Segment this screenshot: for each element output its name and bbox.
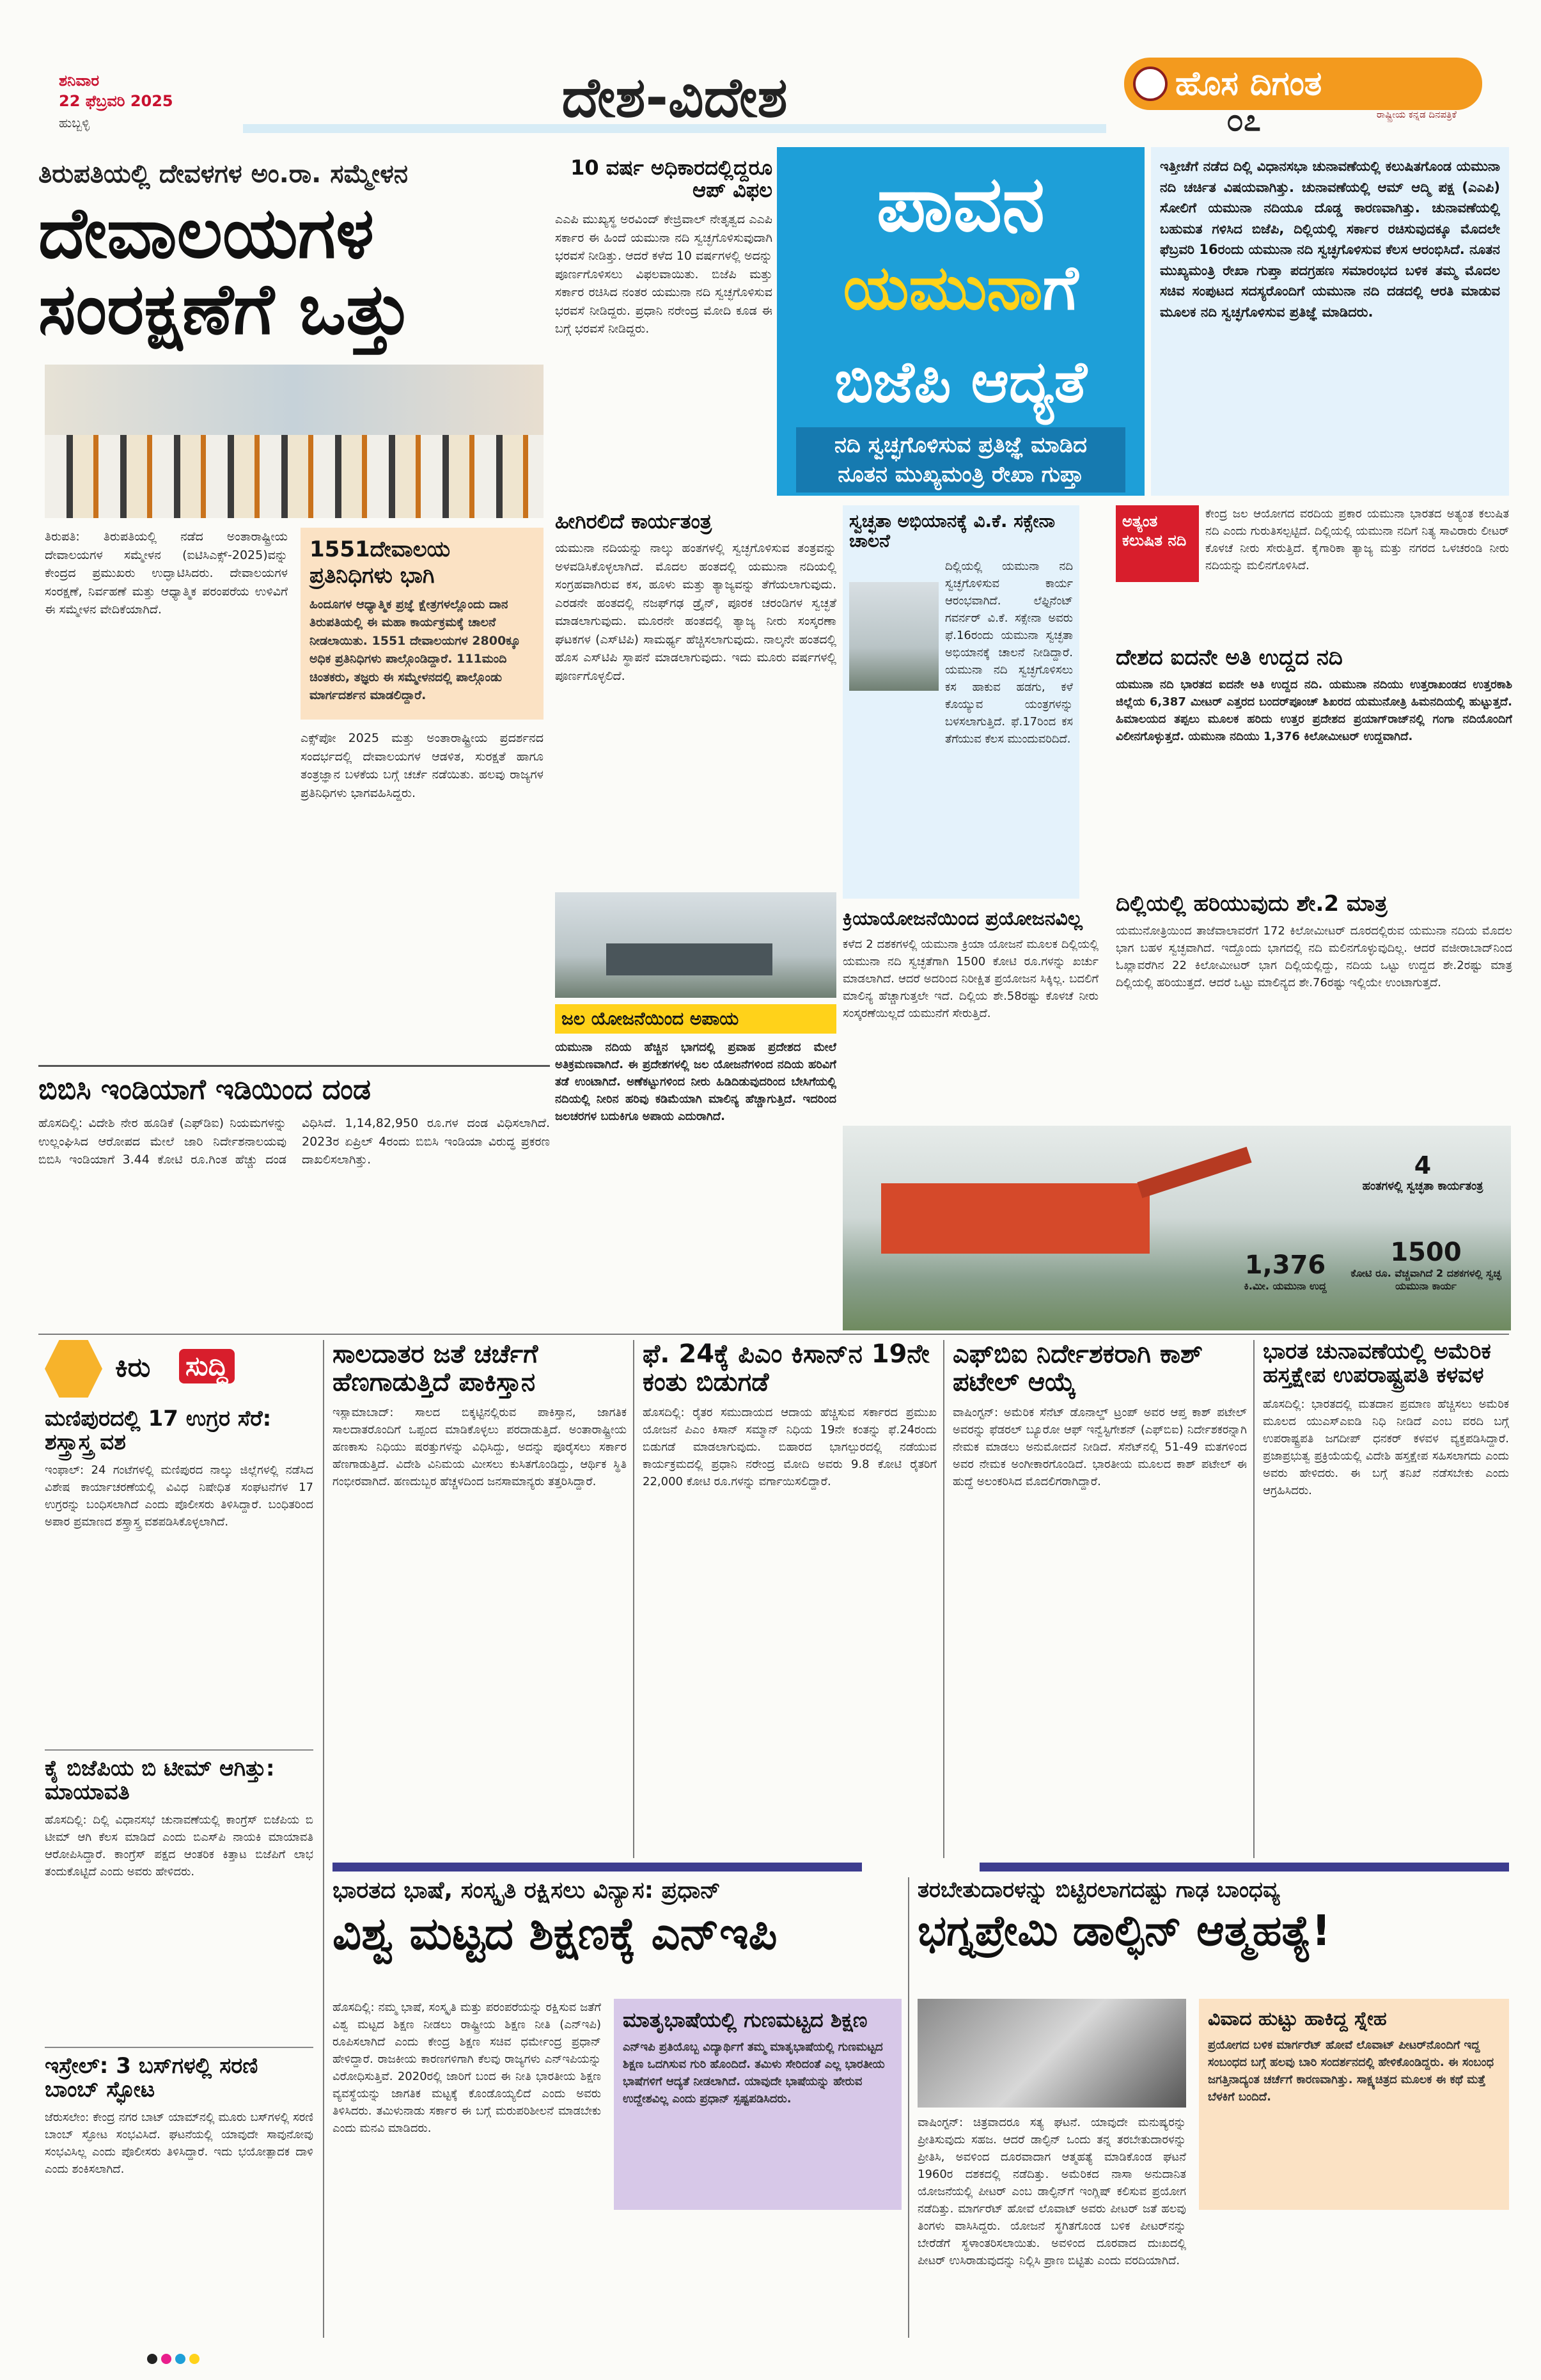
dolphin-kicker: ತರಬೇತುದಾರಳನ್ನು ಬಿಟ್ಟಿರಲಾಗದಷ್ಟು ಗಾಢ ಬಾಂಧವ್ಯ <box>918 1877 1280 1903</box>
pm-kisan-body: ಹೊಸದಿಲ್ಲಿ: ರೈತರ ಸಮುದಾಯದ ಆದಾಯ ಹೆಚ್ಚಿಸುವ ಸರ್ಕಾರದ ಪ್ರಮುಖ ಯೋಜನೆ ಪಿಎಂ ಕಿಸಾನ್ ಸಮ್ಮಾನ್ ನಿಧಿಯ 19ನೇ ಕಂತನ್ನು ಫೆ.24ರಂದು ಬಿಡುಗಡೆ ಮಾಡಲಾಗುವುದು. ಬಿಹಾರದ ಭಾಗಲ್ಪುರದಲ್ಲಿ ನಡೆಯುವ ಕಾರ್ಯಕ್ರಮದಲ್ಲಿ ಪ್ರಧಾನಿ ನರೇಂದ್ರ ಮೋದಿ ಅವರು 9.8 ಕೋಟಿ ರೈತರಿಗೆ 22,000 ಕೋಟಿ ರೂ.ಗಳನ್ನು ವರ್ಗಾಯಿಸಲಿದ್ದಾರೆ. <box>643 1406 937 1488</box>
temple-body-1 <box>45 528 288 1052</box>
stat-cost <box>1349 1238 1503 1327</box>
saxena-photo <box>849 582 939 691</box>
bbc-headline: ಬಿಬಿಸಿ ಇಂಡಿಯಾಗೆ ಇಡಿಯಿಂದ ದಂಡ <box>38 1073 371 1106</box>
kiru-item-body: ಜೆರುಸಲೇಂ: ಕೇಂದ್ರ ನಗರ ಬಾಟ್ ಯಾಮ್‌ನಲ್ಲಿ ಮೂರು ಬಸ್‌ಗಳಲ್ಲಿ ಸರಣಿ ಬಾಂಬ್ ಸ್ಫೋಟ ಸಂಭವಿಸಿದೆ. ಘಟನೆಯಲ್ಲಿ ಯಾವುದೇ ಸಾವುನೋವು ಸಂಭವಿಸಿಲ್ಲ ಎಂದು ಪೊಲೀಸರು ತಿಳಿಸಿದ್ದಾರೆ. ಇದು ಭಯೋತ್ಪಾದಕ ದಾಳಿ ಎಂದು ಶಂಕಿಸಲಾಗಿದೆ. <box>45 2110 313 2176</box>
water-plan-title: ಜಲ ಯೋಜನೆಯಿಂದ ಅಪಾಯ <box>561 1008 739 1029</box>
temple-body-text: ತಿರುಪತಿ: ತಿರುಪತಿಯಲ್ಲಿ ನಡೆದ ಅಂತಾರಾಷ್ಟ್ರೀಯ ದೇವಾಲಯಗಳ ಸಮ್ಮೇಳನ (ಐಟಿಸಿಎಕ್ಸ್-2025)ವನ್ನು ಕೇಂದ್ರದ ಪ್ರಮುಖರು ಉದ್ಘಾಟಿಸಿದರು. ದೇವಾಲಯಗಳ ಸಂರಕ್ಷಣೆ, ನಿರ್ವಹಣೆ ಮತ್ತು ಆಧ್ಯಾತ್ಮಿಕ ಪರಂಪರೆಯ ಉಳಿವಿಗೆ ಈ ಸಮ್ಮೇಳನ ವೇದಿಕೆಯಾಗಿದೆ. <box>45 530 288 617</box>
temple-body-2 <box>301 729 544 1052</box>
aap-body: ಎಎಪಿ ಮುಖ್ಯಸ್ಥ ಅರವಿಂದ್ ಕೇಜ್ರಿವಾಲ್ ನೇತೃತ್ವದ ಎಎಪಿ ಸರ್ಕಾರ ಈ ಹಿಂದೆ ಯಮುನಾ ನದಿ ಸ್ವಚ್ಛಗೊಳಿಸುವುದಾಗಿ ಭರವಸೆ ನೀಡಿತ್ತು. ಆದರೆ ಕಳೆದ 10 ವರ್ಷಗಳಲ್ಲಿ ಅದನ್ನು ಪೂರ್ಣಗೊಳಿಸಲು ವಿಫಲವಾಯಿತು. ಬಿಜೆಪಿ ಮತ್ತು ಸರ್ಕಾರ ರಚಿಸಿದ ನಂತರ ಯಮುನಾ ನದಿ ಸ್ವಚ್ಛಗೊಳಿಸುವ ಭರವಸೆ ನೀಡಿದ್ದರು. ಪ್ರಧಾನಿ ನರೇಂದ್ರ ಮೋದಿ ಕೂಡ ಈ ಬಗ್ಗೆ ಭರವಸೆ ನೀಡಿದ್ದರು. <box>555 212 772 336</box>
action-plan <box>843 908 1099 1119</box>
temple-story <box>38 157 550 1055</box>
strategy-title: ಹೀಗಿರಲಿದೆ ಕಾರ್ಯತಂತ್ರ <box>555 509 712 533</box>
aap-headline: 10 ವರ್ಷ ಅಧಿಕಾರದಲ್ಲಿದ್ದರೂ ಆಪ್ ವಿಫಲ <box>570 157 772 203</box>
most-polluted-badge <box>1116 505 1199 582</box>
nep-box-text: ಎನ್‌ಇಪಿ ಪ್ರತಿಯೊಬ್ಬ ವಿದ್ಯಾರ್ಥಿಗೆ ತಮ್ಮ ಮಾತೃಭಾಷೆಯಲ್ಲಿ ಗುಣಮಟ್ಟದ ಶಿಕ್ಷಣ ಒದಗಿಸುವ ಗುರಿ ಹೊಂದಿದೆ. ತಮಿಳು ಸೇರಿದಂತೆ ಎಲ್ಲ ಭಾರತೀಯ ಭಾಷೆಗಳಿಗೆ ಆದ್ಯತೆ ನೀಡಲಾಗಿದೆ. ಯಾವುದೇ ಭಾಷೆಯನ್ನು ಹೇರುವ ಉದ್ದೇಶವಿಲ್ಲ ಎಂದು ಪ್ರಧಾನ್ ಸ್ಪಷ್ಟಪಡಿಸಿದರು. <box>623 2040 885 2106</box>
delegates-text: ಹಿಂದೂಗಳ ಆಧ್ಯಾತ್ಮಿಕ ಪ್ರಜ್ಞೆ ಕ್ಷೇತ್ರಗಳಲ್ಲೊಂದು ದಾನ ತಿರುಪತಿಯಲ್ಲಿ ಈ ಮಹಾ ಕಾರ್ಯಕ್ರಮಕ್ಕೆ ಚಾಲನೆ ನೀಡಲಾಯಿತು. 1551 ದೇವಾಲಯಗಳ 2800ಕ್ಕೂ ಅಧಿಕ ಪ್ರತಿನಿಧಿಗಳು ಪಾಲ್ಗೊಂಡಿದ್ದಾರೆ. 111ಮಂದಿ ಚಿಂತಕರು, ತಜ್ಞರು ಈ ಸಮ್ಮೇಳನದಲ್ಲಿ ಪಾಲ್ಗೊಂಡು ಮಾರ್ಗದರ್ಶನ ಮಾಡಲಿದ್ದಾರೆ. <box>309 597 520 703</box>
pakistan-headline: ಸಾಲದಾತರ ಜತೆ ಚರ್ಚೆಗೆ ಹೆಣಗಾಡುತ್ತಿದೆ ಪಾಕಿಸ್ತಾನ <box>332 1340 538 1397</box>
section-title: ದೇಶ-ವಿದೇಶ <box>561 66 788 130</box>
dolphin-box-text: ಪ್ರಯೋಗದ ಬಳಿಕ ಮಾರ್ಗರೆಟ್ ಹೋವೆ ಲೊವಾಟ್ ಪೀಟರ್‌ನೊಂದಿಗೆ ಇದ್ದ ಸಂಬಂಧದ ಬಗ್ಗೆ ಹಲವು ಬಾರಿ ಸಂದರ್ಶನದಲ್ಲಿ ಹೇಳಿಕೊಂಡಿದ್ದರು. ಈ ಸಂಬಂಧ ಜಗತ್ತಿನಾದ್ಯಂತ ಚರ್ಚೆಗೆ ಕಾರಣವಾಗಿತ್ತು. ಸಾಕ್ಷ್ಯಚಿತ್ರದ ಮೂಲಕ ಈ ಕಥೆ ಮತ್ತೆ ಬೆಳಕಿಗೆ ಬಂದಿದೆ. <box>1208 2038 1494 2104</box>
nep-headline: ವಿಶ್ವ ಮಟ್ಟದ ಶಿಕ್ಷಣಕ್ಕೆ ಎನ್‌ಇಪಿ <box>332 1907 778 1960</box>
strategy-story <box>555 505 836 889</box>
bbc-story <box>38 1065 550 1327</box>
delhi-share <box>1116 892 1512 1161</box>
stat-phases-label: ಹಂತಗಳಲ್ಲಿ ಸ್ವಚ್ಛತಾ ಕಾರ್ಯತಂತ್ರ <box>1362 1179 1483 1193</box>
page-number: ೦೭ <box>1226 102 1261 138</box>
most-polluted <box>1116 505 1512 640</box>
paper-logo <box>1124 58 1482 141</box>
saxena-title: ಸ್ವಚ್ಛತಾ ಅಭಿಯಾನಕ್ಕೆ ವಿ.ಕೆ. ಸಕ್ಸೇನಾ ಚಾಲನೆ <box>849 510 1056 551</box>
kiru-item-title: ಇಸ್ರೇಲ್: 3 ಬಸ್‌ಗಳಲ್ಲಿ ಸರಣಿ ಬಾಂಬ್ ಸ್ಫೋಟ <box>45 2053 258 2103</box>
dolphin-body: ವಾಷಿಂಗ್ಟನ್: ಚಿತ್ರವಾದರೂ ಸತ್ಯ ಘಟನೆ. ಯಾವುದೇ ಮನುಷ್ಯರನ್ನು ಪ್ರೀತಿಸುವುದು ಸಹಜ. ಆದರೆ ಡಾಲ್ಫಿನ್ ಒಂದು ತನ್ನ ತರಬೇತುದಾರಳನ್ನು ಪ್ರೀತಿಸಿ, ಅವಳಿಂದ ದೂರವಾದಾಗ ಆತ್ಮಹತ್ಯೆ ಮಾಡಿಕೊಂಡ ಘಟನೆ 1960ರ ದಶಕದಲ್ಲಿ ನಡೆದಿತ್ತು. ಅಮೆರಿಕದ ನಾಸಾ ಅನುದಾನಿತ ಯೋಜನೆಯಲ್ಲಿ ಪೀಟರ್ ಎಂಬ ಡಾಲ್ಫಿನ್‌ಗೆ ಇಂಗ್ಲಿಷ್ ಕಲಿಸುವ ಪ್ರಯೋಗ ನಡೆದಿತ್ತು. ಮಾರ್ಗರೆಟ್ ಹೋವೆ ಲೊವಾಟ್ ಅವರು ಪೀಟರ್ ಜತೆ ಹಲವು ತಿಂಗಳು ವಾಸಿಸಿದ್ದರು. ಯೋಜನೆ ಸ್ಥಗಿತಗೊಂಡ ಬಳಿಕ ಪೀಟರ್‌ನನ್ನು ಬೇರೆಡೆಗೆ ಸ್ಥಳಾಂತರಿಸಲಾಯಿತು. ಅವಳಿಂದ ದೂರವಾದ ದುಃಖದಲ್ಲಿ ಪೀಟರ್ ಉಸಿರಾಡುವುದನ್ನು ನಿಲ್ಲಿಸಿ ಪ್ರಾಣ ಬಿಟ್ಟಿತು ಎಂದು ವರದಿಯಾಗಿದೆ. <box>918 2116 1186 2267</box>
masthead <box>0 0 1541 168</box>
fifth-river-body: ಯಮುನಾ ನದಿ ಭಾರತದ ಐದನೇ ಅತಿ ಉದ್ದದ ನದಿ. ಯಮುನಾ ನದಿಯು ಉತ್ತರಾಖಂಡದ ಉತ್ತರಕಾಶಿ ಜಿಲ್ಲೆಯ 6,387 ಮೀಟರ್ ಎತ್ತರದ ಬಂದರ್‌ಪೂಂಚ್ ಶಿಖರದ ಯಮುನೋತ್ರಿ ಹಿಮನದಿಯಲ್ಲಿ ಹುಟ್ಟುತ್ತದೆ. ಹಿಮಾಲಯದ ತಪ್ಪಲು ಮೂಲಕ ಹರಿದು ಉತ್ತರ ಪ್ರದೇಶದ ಪ್ರಯಾಗ್‌ರಾಜ್‌ನಲ್ಲಿ ಗಂಗಾ ನದಿಯೊಂದಿಗೆ ವಿಲೀನಗೊಳ್ಳುತ್ತದೆ. ಯಮುನಾ ನದಿಯು 1,376 ಕಿಲೋಮೀಟರ್ ಉದ್ದವಾಗಿದೆ. <box>1116 678 1512 744</box>
nep-story <box>332 1877 902 2338</box>
yamuna-headline-2-row <box>777 249 1145 344</box>
saxena-body: ದಿಲ್ಲಿಯಲ್ಲಿ ಯಮುನಾ ನದಿ ಸ್ವಚ್ಛಗೊಳಿಸುವ ಕಾರ್ಯ ಆರಂಭವಾಗಿದೆ. ಲೆಫ್ಟಿನೆಂಟ್ ಗವರ್ನರ್ ವಿ.ಕೆ. ಸಕ್ಸೇನಾ ಅವರು ಫೆ.16ರಂದು ಯಮುನಾ ಸ್ವಚ್ಛತಾ ಅಭಿಯಾನಕ್ಕೆ ಚಾಲನೆ ನೀಡಿದ್ದಾರೆ. ಯಮುನಾ ನದಿ ಸ್ವಚ್ಛಗೊಳಿಸಲು ಕಸ ಹಾಕುವ ಹಡಗು, ಕಳೆ ಕೊಯ್ಯುವ ಯಂತ್ರಗಳನ್ನು ಬಳಸಲಾಗುತ್ತಿದೆ. ಫೆ.17ರಿಂದ ಕಸ ತೆಗೆಯುವ ಕೆಲಸ ಮುಂದುವರಿದಿದೆ. <box>945 559 1073 746</box>
colour-bar <box>332 1863 1509 1872</box>
temple-photo <box>45 365 544 518</box>
pointing-hand-icon <box>45 1340 102 1398</box>
yamuna-word: ಯಮುನಾ <box>843 252 1043 324</box>
temple-kicker: ತಿರುಪತಿಯಲ್ಲಿ ದೇವಳಗಳ ಅಂ.ರಾ. ಸಮ್ಮೇಳನ <box>38 159 409 189</box>
stat-length-value: 1,376 <box>1244 1250 1326 1280</box>
logo-emblem-icon <box>1133 67 1168 101</box>
fbi-headline: ಎಫ್‌ಬಿಐ ನಿರ್ದೇಶಕರಾಗಿ ಕಾಶ್ ಪಟೇಲ್ ಆಯ್ಕೆ <box>953 1340 1203 1397</box>
pakistan-story <box>332 1340 627 1858</box>
stat-cost-label: ಕೋಟಿ ರೂ. ವೆಚ್ಚವಾಗಿದೆ 2 ದಶಕಗಳಲ್ಲಿ ಸ್ವಚ್ಛ ಯಮುನಾ ಕಾರ್ಯ <box>1350 1267 1501 1292</box>
usaid-body: ಹೊಸದಿಲ್ಲಿ: ಭಾರತದಲ್ಲಿ ಮತದಾನ ಪ್ರಮಾಣ ಹೆಚ್ಚಿಸಲು ಅಮೆರಿಕ ಮೂಲದ ಯುಎಸ್‌ಎಐಡಿ ನಿಧಿ ನೀಡಿದೆ ಎಂಬ ವರದಿ ಬಗ್ಗೆ ಉಪರಾಷ್ಟ್ರಪತಿ ಜಗದೀಪ್ ಧನಕರ್ ಕಳವಳ ವ್ಯಕ್ತಪಡಿಸಿದ್ದಾರೆ. ಪ್ರಜಾಪ್ರಭುತ್ವ ಪ್ರಕ್ರಿಯೆಯಲ್ಲಿ ವಿದೇಶಿ ಹಸ್ತಕ್ಷೇಪ ಸಹಿಸಲಾಗದು ಎಂದು ಅವರು ಹೇಳಿದರು. ಈ ಬಗ್ಗೆ ತನಿಖೆ ನಡೆಸಬೇಕು ಎಂದು ಆಗ್ರಹಿಸಿದರು. <box>1263 1397 1509 1497</box>
yamuna-suffix: ಗೆ <box>1042 252 1079 324</box>
nep-divider <box>908 1877 909 2338</box>
kiru-item-body: ಇಂಫಾಲ್: 24 ಗಂಟೆಗಳಲ್ಲಿ ಮಣಿಪುರದ ನಾಲ್ಕು ಜಿಲ್ಲೆಗಳಲ್ಲಿ ನಡೆಸಿದ ವಿಶೇಷ ಕಾರ್ಯಾಚರಣೆಯಲ್ಲಿ ವಿವಿಧ ನಿಷೇಧಿತ ಸಂಘಟನೆಗಳ 17 ಉಗ್ರರನ್ನು ಬಂಧಿಸಲಾಗಿದೆ ಎಂದು ಪೊಲೀಸರು ತಿಳಿಸಿದ್ದಾರೆ. ಬಂಧಿತರಿಂದ ಅಪಾರ ಪ್ರಮಾಣದ ಶಸ್ತ್ರಾಸ್ತ್ರ ವಶಪಡಿಸಿಕೊಳ್ಳಲಾಗಿದೆ. <box>45 1463 313 1529</box>
aap-story <box>555 157 772 505</box>
dredger-arm <box>1137 1147 1251 1198</box>
yamuna-headline-3: ಬಿಜೆಪಿ ಆದ್ಯತೆ <box>834 349 1087 416</box>
bbc-body: ಹೊಸದಿಲ್ಲಿ: ವಿದೇಶಿ ನೇರ ಹೂಡಿಕೆ (ಎಫ್‌ಡಿಐ) ನಿಯಮಗಳನ್ನು ಉಲ್ಲಂಘಿಸಿದ ಆರೋಪದ ಮೇಲೆ ಜಾರಿ ನಿರ್ದೇಶನಾಲಯವು ಬಿಬಿಸಿ ಇಂಡಿಯಾಗೆ 3.44 ಕೋಟಿ ರೂ.ಗಿಂತ ಹೆಚ್ಚು ದಂಡ ವಿಧಿಸಿದೆ. 1,14,82,950 ರೂ.ಗಳ ದಂಡ ವಿಧಿಸಲಾಗಿದೆ. 2023ರ ಏಪ್ರಿಲ್ 4ರಂದು ಬಿಬಿಸಿ ಇಂಡಿಯಾ ವಿರುದ್ಧ ಪ್ರಕರಣ ದಾಖಲಿಸಲಾಗಿತ್ತು. <box>38 1116 550 1167</box>
delegates-box <box>301 528 544 720</box>
water-plan-title-bar <box>555 1004 836 1034</box>
stat-length <box>1228 1250 1343 1327</box>
most-polluted-text: ಕೇಂದ್ರ ಜಲ ಆಯೋಗದ ವರದಿಯ ಪ್ರಕಾರ ಯಮುನಾ ಭಾರತದ ಅತ್ಯಂತ ಕಲುಷಿತ ನದಿ ಎಂದು ಗುರುತಿಸಲ್ಪಟ್ಟಿದೆ. ದಿಲ್ಲಿಯಲ್ಲಿ ಯಮುನಾ ನದಿಗೆ ನಿತ್ಯ ಸಾವಿರಾರು ಲೀಟರ್ ಕೊಳಚೆ ನೀರು ಸೇರುತ್ತಿದೆ. ಕೈಗಾರಿಕಾ ತ್ಯಾಜ್ಯ ಮತ್ತು ನಗರದ ಒಳಚರಂಡಿ ನೀರು ನದಿಯನ್ನು ಮಲಿನಗೊಳಿಸಿದೆ. <box>1205 507 1509 572</box>
action-plan-body: ಕಳೆದ 2 ದಶಕಗಳಲ್ಲಿ ಯಮುನಾ ಕ್ರಿಯಾ ಯೋಜನೆ ಮೂಲಕ ದಿಲ್ಲಿಯಲ್ಲಿ ಯಮುನಾ ನದಿ ಸ್ವಚ್ಛತೆಗಾಗಿ 1500 ಕೋಟಿ ರೂ.ಗಳನ್ನು ಖರ್ಚು ಮಾಡಲಾಗಿದೆ. ಆದರೆ ಅದರಿಂದ ನಿರೀಕ್ಷಿತ ಪ್ರಯೋಜನ ಸಿಕ್ಕಿಲ್ಲ. ಬದಲಿಗೆ ಮಾಲಿನ್ಯ ಹೆಚ್ಚಾಗುತ್ತಲೇ ಇದೆ. ದಿಲ್ಲಿಯ ಶೇ.58ರಷ್ಟು ಕೊಳಚೆ ನೀರು ಸಂಸ್ಕರಣೆಯಿಲ್ಲದೆ ಯಮುನೆಗೆ ಸೇರುತ್ತಿದೆ. <box>843 938 1099 1020</box>
date-block <box>59 72 225 136</box>
row2-divider-3 <box>1253 1340 1255 1858</box>
yamuna-deck-2: ನೂತನ ಮುಖ್ಯಮಂತ್ರಿ ರೇಖಾ ಗುಪ್ತಾ <box>838 462 1084 487</box>
day-label: ಶನಿವಾರ <box>59 72 100 90</box>
kiru-item-title: ಮಣಿಪುರದಲ್ಲಿ 17 ಉಗ್ರರ ಸೆರೆ: ಶಸ್ತ್ರಾಸ್ತ್ರ ವಶ <box>45 1407 272 1456</box>
reg-dot <box>189 2354 199 2364</box>
reg-dot <box>161 2354 171 2364</box>
kiru-item-body: ಹೊಸದಿಲ್ಲಿ: ದಿಲ್ಲಿ ವಿಧಾನಸಭೆ ಚುನಾವಣೆಯಲ್ಲಿ ಕಾಂಗ್ರೆಸ್ ಬಿಜೆಪಿಯ ಬಿ ಟೀಮ್ ಆಗಿ ಕೆಲಸ ಮಾಡಿದೆ ಎಂದು ಬಿಎಸ್‌ಪಿ ನಾಯಕಿ ಮಾಯಾವತಿ ಆರೋಪಿಸಿದ್ದಾರೆ. ಕಾಂಗ್ರೆಸ್ ಪಕ್ಷದ ಆಂತರಿಕ ಕಿತ್ತಾಟ ಬಿಜೆಪಿಗೆ ಲಾಭ ತಂದುಕೊಟ್ಟಿದೆ ಎಂದು ಅವರು ಹೇಳಿದರು. <box>45 1813 313 1879</box>
kiru-suddi-column <box>38 1340 320 2338</box>
temple-body-text-2: ಎಕ್ಸ್‌ಪೋ 2025 ಮತ್ತು ಅಂತಾರಾಷ್ಟ್ರೀಯ ಪ್ರದರ್ಶನದ ಸಂದರ್ಭದಲ್ಲಿ ದೇವಾಲಯಗಳ ಆಡಳಿತ, ಸುರಕ್ಷತೆ ಹಾಗೂ ತಂತ್ರಜ್ಞಾನ ಬಳಕೆಯ ಬಗ್ಗೆ ಚರ್ಚೆ ನಡೆಯಿತು. ಹಲವು ರಾಜ್ಯಗಳ ಪ್ರತಿನಿಧಿಗಳು ಭಾಗವಹಿಸಿದ್ದರು. <box>301 731 544 800</box>
stat-length-label: ಕಿ.ಮೀ. ಯಮುನಾ ಉದ್ದ <box>1244 1280 1327 1292</box>
kiru-item-2 <box>45 1749 313 2037</box>
delegates-title: 1551ದೇವಾಲಯ ಪ್ರತಿನಿಧಿಗಳು ಭಾಗಿ <box>309 537 451 588</box>
pakistan-body: ಇಸ್ಲಾಮಾಬಾದ್: ಸಾಲದ ಬಿಕ್ಕಟ್ಟಿನಲ್ಲಿರುವ ಪಾಕಿಸ್ತಾನ, ಜಾಗತಿಕ ಸಾಲದಾತರೊಂದಿಗೆ ಒಪ್ಪಂದ ಮಾಡಿಕೊಳ್ಳಲು ಪರದಾಡುತ್ತಿದೆ. ಅಂತಾರಾಷ್ಟ್ರೀಯ ಹಣಕಾಸು ನಿಧಿಯು ಷರತ್ತುಗಳನ್ನು ವಿಧಿಸಿದ್ದು, ಅದನ್ನು ಪೂರೈಸಲು ಸರ್ಕಾರ ಹೆಣಗಾಡುತ್ತಿದೆ. ವಿದೇಶಿ ವಿನಿಮಯ ಮೀಸಲು ಕುಸಿತಗೊಂಡಿದ್ದು, ಆರ್ಥಿಕ ಸ್ಥಿತಿ ಗಂಭೀರವಾಗಿದೆ. ಹಣದುಬ್ಬರ ಹೆಚ್ಚಳದಿಂದ ಜನಸಾಮಾನ್ಯರು ತತ್ತರಿಸಿದ್ದಾರೆ. <box>332 1406 627 1488</box>
stage-banner <box>45 365 544 435</box>
fifth-river <box>1116 646 1512 889</box>
dredger-machine <box>881 1183 1150 1254</box>
usaid-headline: ಭಾರತ ಚುನಾವಣೆಯಲ್ಲಿ ಅಮೆರಿಕ ಹಸ್ತಕ್ಷೇಪ ಉಪರಾಷ್ಟ್ರಪತಿ ಕಳವಳ <box>1263 1340 1491 1389</box>
nep-body: ಹೊಸದಿಲ್ಲಿ: ನಮ್ಮ ಭಾಷೆ, ಸಂಸ್ಕೃತಿ ಮತ್ತು ಪರಂಪರೆಯನ್ನು ರಕ್ಷಿಸುವ ಜತೆಗೆ ವಿಶ್ವ ಮಟ್ಟದ ಶಿಕ್ಷಣ ನೀಡಲು ರಾಷ್ಟ್ರೀಯ ಶಿಕ್ಷಣ ನೀತಿ (ಎನ್‌ಇಪಿ) ರೂಪಿಸಲಾಗಿದೆ ಎಂದು ಕೇಂದ್ರ ಶಿಕ್ಷಣ ಸಚಿವ ಧರ್ಮೇಂದ್ರ ಪ್ರಧಾನ್ ಹೇಳಿದ್ದಾರೆ. ರಾಜಕೀಯ ಕಾರಣಗಳಿಗಾಗಿ ಕೆಲವು ರಾಜ್ಯಗಳು ಎನ್‌ಇಪಿಯನ್ನು ವಿರೋಧಿಸುತ್ತಿವೆ. 2020ರಲ್ಲಿ ಜಾರಿಗೆ ಬಂದ ಈ ನೀತಿ ಭಾರತೀಯ ಶಿಕ್ಷಣ ವ್ಯವಸ್ಥೆಯನ್ನು ಜಾಗತಿಕ ಮಟ್ಟಕ್ಕೆ ಕೊಂಡೊಯ್ಯಲಿದೆ ಎಂದು ಅವರು ತಿಳಿಸಿದರು. ತಮಿಳುನಾಡು ಸರ್ಕಾರ ಈ ಬಗ್ಗೆ ಮರುಪರಿಶೀಲನೆ ಮಾಡಬೇಕು ಎಂದು ಮನವಿ ಮಾಡಿದರು. <box>332 2001 601 2135</box>
reg-dot <box>175 2354 185 2364</box>
nep-box <box>614 1999 902 2210</box>
row-divider-1 <box>38 1334 1509 1335</box>
row2-divider-2 <box>943 1340 944 1858</box>
registration-marks <box>147 2354 1426 2373</box>
temple-headline: ದೇವಾಲಯಗಳ ಸಂರಕ್ಷಣೆಗೆ ಒತ್ತು <box>38 192 412 350</box>
dolphin-box <box>1199 1999 1509 2210</box>
yamuna-intro-text: ಇತ್ತೀಚೆಗೆ ನಡೆದ ದಿಲ್ಲಿ ವಿಧಾನಸಭಾ ಚುನಾವಣೆಯಲ್ಲಿ ಕಲುಷಿತಗೊಂಡ ಯಮುನಾ ನದಿ ಚರ್ಚಿತ ವಿಷಯವಾಗಿತ್ತು. ಚುನಾವಣೆಯಲ್ಲಿ ಆಮ್ ಆದ್ಮಿ ಪಕ್ಷ (ಎಎಪಿ) ಸೋಲಿಗೆ ಯಮುನಾ ನದಿಯೂ ದೊಡ್ಡ ಕಾರಣವಾಗಿತ್ತು. ಚುನಾವಣೆಯಲ್ಲಿ ಬಹುಮತ ಗಳಿಸಿದ ಬಿಜೆಪಿ, ದಿಲ್ಲಿಯಲ್ಲಿ ಸರ್ಕಾರ ರಚಿಸುವುದಕ್ಕೂ ಮೊದಲೇ ಫೆಬ್ರವರಿ 16ರಂದು ಯಮುನಾ ನದಿ ಸ್ವಚ್ಛಗೊಳಿಸುವ ಕೆಲಸ ಆರಂಭಿಸಿದೆ. ನೂತನ ಮುಖ್ಯಮಂತ್ರಿ ರೇಖಾ ಗುಪ್ತಾ ಪದಗ್ರಹಣ ಸಮಾರಂಭದ ಬಳಿಕ ತಮ್ಮ ಮೊದಲ ಸಚಿವ ಸಂಪುಟದ ಸದಸ್ಯರೊಂದಿಗೆ ಯಮುನಾ ನದಿ ದಡದಲ್ಲಿ ಆರತಿ ಮಾಡುವ ಮೂಲಕ ನದಿ ಸ್ವಚ್ಛಗೊಳಿಸುವ ಪ್ರತಿಜ್ಞೆ ಮಾಡಿದರು. <box>1160 159 1500 320</box>
yamuna-deck <box>796 427 1125 493</box>
kiru-label-b: ಸುದ್ದಿ <box>179 1349 235 1383</box>
reg-dot <box>147 2354 157 2364</box>
nep-kicker: ಭಾರತದ ಭಾಷೆ, ಸಂಸ್ಕೃತಿ ರಕ್ಷಿಸಲು ವಿನ್ಯಾಸ: ಪ್ರಧಾನ್ <box>332 1877 721 1903</box>
paper-name: ಹೊಸ ದಿಗಂತ <box>1175 65 1322 103</box>
action-plan-title: ಕ್ರಿಯಾಯೋಜನೆಯಿಂದ ಪ್ರಯೋಜನವಿಲ್ಲ <box>843 908 1083 930</box>
city-label: ಹುಬ್ಬಳ್ಳಿ <box>59 115 90 130</box>
pm-kisan-story <box>643 1340 937 1858</box>
yamuna-deck-1: ನದಿ ಸ್ವಚ್ಛಗೊಳಿಸುವ ಪ್ರತಿಜ್ಞೆ ಮಾಡಿದ <box>834 432 1087 458</box>
stat-phases-value: 4 <box>1414 1151 1432 1179</box>
most-polluted-label: ಅತ್ಯಂತ ಕಲುಷಿತ ನದಿ <box>1122 512 1187 549</box>
stage-people <box>45 435 544 518</box>
kiru-item-title: ಕೈ ಬಿಜೆಪಿಯ ಬಿ ಟೀಮ್ ಆಗಿತ್ತು: ಮಾಯಾವತಿ <box>45 1756 275 1806</box>
dolphin-headline: ಭಗ್ನಪ್ರೇಮಿ ಡಾಲ್ಫಿನ್ ಆತ್ಮಹತ್ಯೆ! <box>918 1906 1331 1955</box>
yamuna-intro <box>1151 147 1509 496</box>
nep-box-title: ಮಾತೃಭಾಷೆಯಲ್ಲಿ ಗುಣಮಟ್ಟದ ಶಿಕ್ಷಣ <box>623 2008 868 2032</box>
kiru-item-1 <box>45 1407 313 1740</box>
dolphin-photo <box>918 1999 1186 2108</box>
yamuna-headline-1: ಪಾವನ <box>876 160 1045 249</box>
water-plan-body: ಯಮುನಾ ನದಿಯ ಹೆಚ್ಚಿನ ಭಾಗದಲ್ಲಿ ಪ್ರವಾಹ ಪ್ರದೇಶದ ಮೇಲೆ ಅತಿಕ್ರಮಣವಾಗಿದೆ. ಈ ಪ್ರದೇಶಗಳಲ್ಲಿ ಜಲ ಯೋಜನೆಗಳಿಂದ ನದಿಯ ಹರಿವಿಗೆ ತಡೆ ಉಂಟಾಗಿದೆ. ಅಣೆಕಟ್ಟುಗಳಿಂದ ನೀರು ಹಿಡಿದಿಡುವುದರಿಂದ ಬೇಸಿಗೆಯಲ್ಲಿ ನದಿಯಲ್ಲಿ ನೀರಿನ ಹರಿವು ಕಡಿಮೆಯಾಗಿ ಮಾಲಿನ್ಯ ಹೆಚ್ಚಾಗುತ್ತಿದೆ. ಇದರಿಂದ ಜಲಚರಗಳ ಬದುಕಿಗೂ ಅಪಾಯ ಎದುರಾಗಿದೆ. <box>555 1041 836 1123</box>
boat-photo <box>555 892 836 998</box>
delhi-share-body: ಯಮುನೋತ್ರಿಯಿಂದ ತಾಜೆವಾಲಾವರೆಗೆ 172 ಕಿಲೋಮೀಟರ್ ದೂರದಲ್ಲಿರುವ ಯಮುನಾ ನದಿಯ ಮೊದಲ ಭಾಗ ಬಹಳ ಸ್ವಚ್ಛವಾಗಿದೆ. ಇದ್ದೊಂದು ಭಾಗದಲ್ಲಿ ನದಿ ಮಲಿನಗೊಳ್ಳುವುದಿಲ್ಲ. ಆದರೆ ವಜೀರಾಬಾದ್‌ನಿಂದ ಓಖ್ಲಾವರೆಗಿನ 22 ಕಿಲೋಮೀಟರ್ ಭಾಗ ದಿಲ್ಲಿಯಲ್ಲಿದ್ದು, ನದಿಯ ಒಟ್ಟು ಉದ್ದದ ಶೇ.2ರಷ್ಟು ಮಾತ್ರ ದಿಲ್ಲಿಯಲ್ಲಿ ಹರಿಯುತ್ತದೆ. ಆದರೆ ಒಟ್ಟು ಮಾಲಿನ್ಯದ ಶೇ.76ರಷ್ಟು ಇಲ್ಲಿಯೇ ಉಂಟಾಗುತ್ತದೆ. <box>1116 924 1512 990</box>
fifth-river-title: ದೇಶದ ಐದನೇ ಅತಿ ಉದ್ದದ ನದಿ <box>1116 646 1343 670</box>
section-band <box>243 63 1106 133</box>
saxena-box <box>843 505 1079 899</box>
fbi-body: ವಾಷಿಂಗ್ಟನ್: ಅಮೆರಿಕ ಸೆನೆಟ್ ಡೊನಾಲ್ಡ್ ಟ್ರಂಪ್ ಅವರ ಆಪ್ತ ಕಾಶ್ ಪಟೇಲ್ ಅವರನ್ನು ಫೆಡರಲ್ ಬ್ಯೂರೋ ಆಫ್ ಇನ್ವೆಸ್ಟಿಗೇಶನ್ (ಎಫ್‌ಬಿಐ) ನಿರ್ದೇಶಕರನ್ನಾಗಿ ನೇಮಕ ಮಾಡಲು ಅನುಮೋದನೆ ನೀಡಿದೆ. ಸೆನೆಟ್‌ನಲ್ಲಿ 51-49 ಮತಗಳಿಂದ ಅವರ ನೇಮಕ ಅಂಗೀಕಾರಗೊಂಡಿದೆ. ಭಾರತೀಯ ಮೂಲದ ಕಾಶ್ ಪಟೇಲ್ ಈ ಹುದ್ದೆ ಅಲಂಕರಿಸಿದ ಮೊದಲಿಗರಾಗಿದ್ದಾರೆ. <box>953 1406 1247 1488</box>
dolphin-story <box>918 1877 1509 2338</box>
stat-cost-value: 1500 <box>1390 1238 1462 1267</box>
yamuna-headline-box <box>777 147 1145 496</box>
water-plan <box>555 1004 836 1286</box>
kiru-item-3 <box>45 2047 313 2335</box>
kiru-divider <box>323 1340 324 2338</box>
strategy-body: ಯಮುನಾ ನದಿಯನ್ನು ನಾಲ್ಕು ಹಂತಗಳಲ್ಲಿ ಸ್ವಚ್ಛಗೊಳಿಸುವ ತಂತ್ರವನ್ನು ಅಳವಡಿಸಿಕೊಳ್ಳಲಾಗಿದೆ. ಮೊದಲ ಹಂತದಲ್ಲಿ ಯಮುನಾ ನದಿಯಲ್ಲಿ ಸಂಗ್ರಹವಾಗಿರುವ ಕಸ, ಹೂಳು ಮತ್ತು ತ್ಯಾಜ್ಯವನ್ನು ತೆಗೆಯಲಾಗುವುದು. ಎರಡನೇ ಹಂತದಲ್ಲಿ ನಜಫ್‌ಗಢ ಡ್ರೈನ್, ಪೂರಕ ಚರಂಡಿಗಳ ಸ್ವಚ್ಛತೆ ಮಾಡಲಾಗುವುದು. ಮೂರನೇ ಹಂತದಲ್ಲಿ ತ್ಯಾಜ್ಯ ನೀರು ಸಂಸ್ಕರಣಾ ಘಟಕಗಳ (ಎಸ್‌ಟಿಪಿ) ಸಾಮರ್ಥ್ಯ ಹೆಚ್ಚಿಸಲಾಗುವುದು. ನಾಲ್ಕನೇ ಹಂತದಲ್ಲಿ ಹೊಸ ಎಸ್‌ಟಿಪಿ ಸ್ಥಾಪನೆ ಮಾಡಲಾಗುವುದು. ಇದು ಮೂರು ವರ್ಷಗಳಲ್ಲಿ ಪೂರ್ಣಗೊಳ್ಳಲಿದೆ. <box>555 541 836 683</box>
kiru-label <box>45 1340 320 1398</box>
delhi-share-title: ದಿಲ್ಲಿಯಲ್ಲಿ ಹರಿಯುವುದು ಶೇ.2 ಮಾತ್ರ <box>1116 892 1388 917</box>
fbi-story <box>953 1340 1247 1858</box>
boat-shape <box>606 943 772 975</box>
kiru-label-a: ಕಿರು <box>115 1352 151 1383</box>
dolphin-box-title: ವಿವಾದ ಹುಟ್ಟು ಹಾಕಿದ್ದ ಸ್ನೇಹ <box>1208 2008 1387 2030</box>
row2-divider-1 <box>633 1340 634 1858</box>
stat-phases <box>1349 1151 1496 1228</box>
date-label: 22 ಫೆಬ್ರವರಿ 2025 <box>59 92 173 110</box>
pm-kisan-headline: ಫೆ. 24ಕ್ಕೆ ಪಿಎಂ ಕಿಸಾನ್‌ನ 19ನೇ ಕಂತು ಬಿಡುಗಡೆ <box>643 1340 930 1397</box>
paper-tagline: ರಾಷ್ಟ್ರೀಯ ಕನ್ನಡ ದಿನಪತ್ರಿಕೆ <box>1376 109 1457 120</box>
usaid-story <box>1263 1340 1509 1858</box>
